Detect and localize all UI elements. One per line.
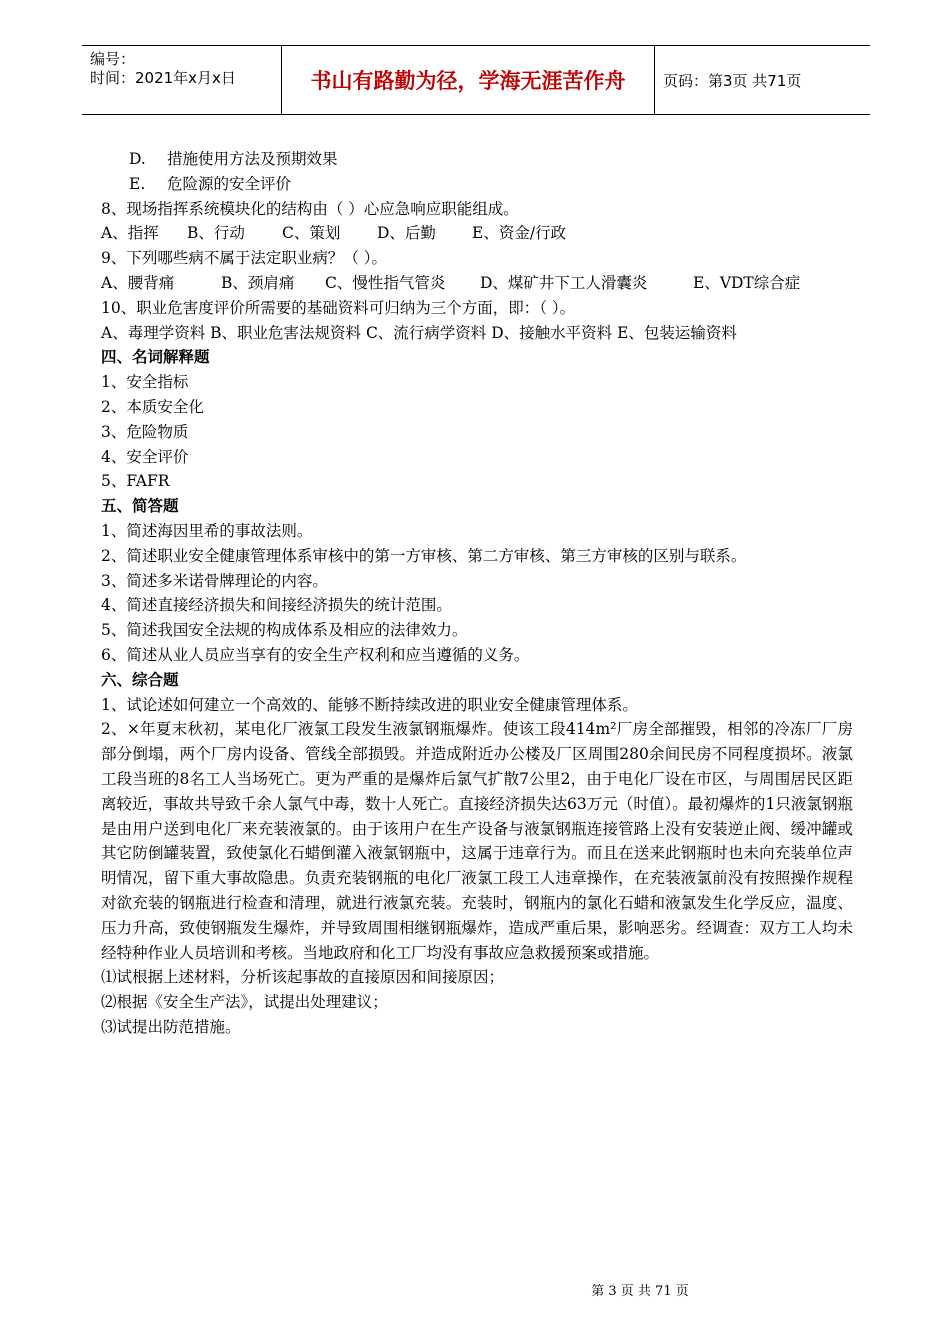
option-item: D、煤矿井下工人滑囊炎	[480, 273, 648, 292]
comprehensive-question-2: 2、×年夏末秋初，某电化厂液氯工段发生液氯钢瓶爆炸。使该工段414m²厂房全部摧毁，相邻的冷冻厂厂房部分倒塌，两个厂房内设备、管线全部损毁。并造成附近办公楼及厂区周围280余间民房不同程度损坏。液氯工段当班的8名工人当场死亡。更为严重的是爆炸后氯气扩散7公里2，由于电化厂设在市区，与周围居民区距离较近，事故共导致千余人氯气中毒，数十人死亡。直接经济损失达63万元（时值）。最初爆炸的1只液氯钢瓶是由用户送到电化厂来充装液氯的。由于该用户在生产设备与液氯钢瓶连接管路上没有安装逆止阀、缓冲罐或其它防倒罐装置，致使氯化石蜡倒灌入液氯钢瓶中，这属于违章行为。而且在送来此钢瓶时也未向充装单位声明情况，留下重大事故隐患。负责充装钢瓶的电化厂液氯工段工人违章操作，在充装液氯前没有按照操作规程对欲充装的钢瓶进行检查和清理，就进行液氯充装。充装时，钢瓶内的氯化石蜡和液氯发生化学反应，温度、压力升高，致使钢瓶发生爆炸，并导致周围相继钢瓶爆炸，造成严重后果，影响恶劣。经调查：双方工人均未经特种作业人员培训和考核。当地政府和化工厂均没有事故应急救援预案或措施。	[101, 720, 853, 962]
term-item: 2、本质安全化	[101, 397, 204, 416]
option-item: C、慢性指气管炎	[325, 273, 446, 292]
short-answer-item: 6、简述从业人员应当享有的安全生产权利和应当遵循的义务。	[101, 645, 530, 664]
short-answer-item: 2、简述职业安全健康管理体系审核中的第一方审核、第二方审核、第三方审核的区别与联系。	[101, 546, 747, 565]
option-item: A、腰背痛	[101, 273, 175, 292]
option-item: E、VDT综合症	[693, 273, 801, 292]
option-text: 危险源的安全评价	[167, 174, 292, 193]
page-header	[82, 45, 870, 115]
option-item: B、颈肩痛	[221, 273, 295, 292]
option-label: D.	[129, 150, 146, 168]
document-time-label: 时间：2021年x月x日	[90, 69, 236, 87]
option-d-line	[101, 147, 853, 172]
term-item: 3、危险物质	[101, 422, 189, 441]
comprehensive-question-1: 1、试论述如何建立一个高效的、能够不断持续改进的职业安全健康管理体系。	[101, 695, 638, 714]
question-8: 8、现场指挥系统模块化的结构由（ ）心应急响应职能组成。	[101, 199, 519, 218]
question-8-options	[101, 221, 853, 246]
short-answer-item: 3、简述多米诺骨牌理论的内容。	[101, 571, 328, 590]
section-6-title: 六、综合题	[101, 669, 179, 689]
question-9-options	[101, 271, 853, 296]
short-answer-item: 4、简述直接经济损失和间接经济损失的统计范围。	[101, 596, 452, 615]
question-10-options: A、毒理学资料 B、职业危害法规资料 C、流行病学资料 D、接触水平资料 E、包装运输资料	[101, 323, 737, 342]
option-e-line	[101, 172, 853, 197]
option-text: 措施使用方法及预期效果	[167, 150, 338, 168]
option-label: E.	[129, 174, 146, 193]
option-item: B、行动	[187, 224, 245, 243]
term-item: 1、安全指标	[101, 373, 189, 392]
option-item: D、后勤	[377, 224, 436, 243]
question-9: 9、下列哪些病不属于法定职业病？（ ）。	[101, 249, 388, 268]
term-item: 5、FAFR	[101, 472, 170, 491]
header-motto-cell	[281, 46, 655, 114]
header-page-code: 页码：第3页 共71页	[663, 71, 802, 90]
section-5-title: 五、简答题	[101, 496, 179, 516]
header-motto: 书山有路勤为径，学海无涯苦作舟	[310, 69, 626, 93]
document-number-label: 编号：	[90, 50, 136, 68]
short-answer-item: 1、简述海因里希的事故法则。	[101, 521, 313, 540]
header-meta	[82, 46, 281, 114]
sub-question: ⑶试提出防范措施。	[101, 1017, 241, 1036]
sub-question: ⑵根据《安全生产法》，试提出处理建议；	[101, 993, 388, 1012]
page-footer: 第 3 页 共 71 页	[591, 1284, 689, 1299]
short-answer-item: 5、简述我国安全法规的构成体系及相应的法律效力。	[101, 621, 468, 640]
question-10: 10、职业危害度评价所需要的基础资料可归纳为三个方面，即：（ ）。	[101, 298, 576, 317]
section-4-title: 四、名词解释题	[101, 347, 210, 367]
term-item: 4、安全评价	[101, 447, 189, 466]
option-item: E、资金/行政	[472, 224, 567, 243]
option-item: A、指挥	[101, 224, 159, 243]
sub-question: ⑴试根据上述材料，分析该起事故的直接原因和间接原因；	[101, 968, 505, 987]
document-body	[101, 147, 853, 1040]
option-item: C、策划	[282, 224, 341, 243]
